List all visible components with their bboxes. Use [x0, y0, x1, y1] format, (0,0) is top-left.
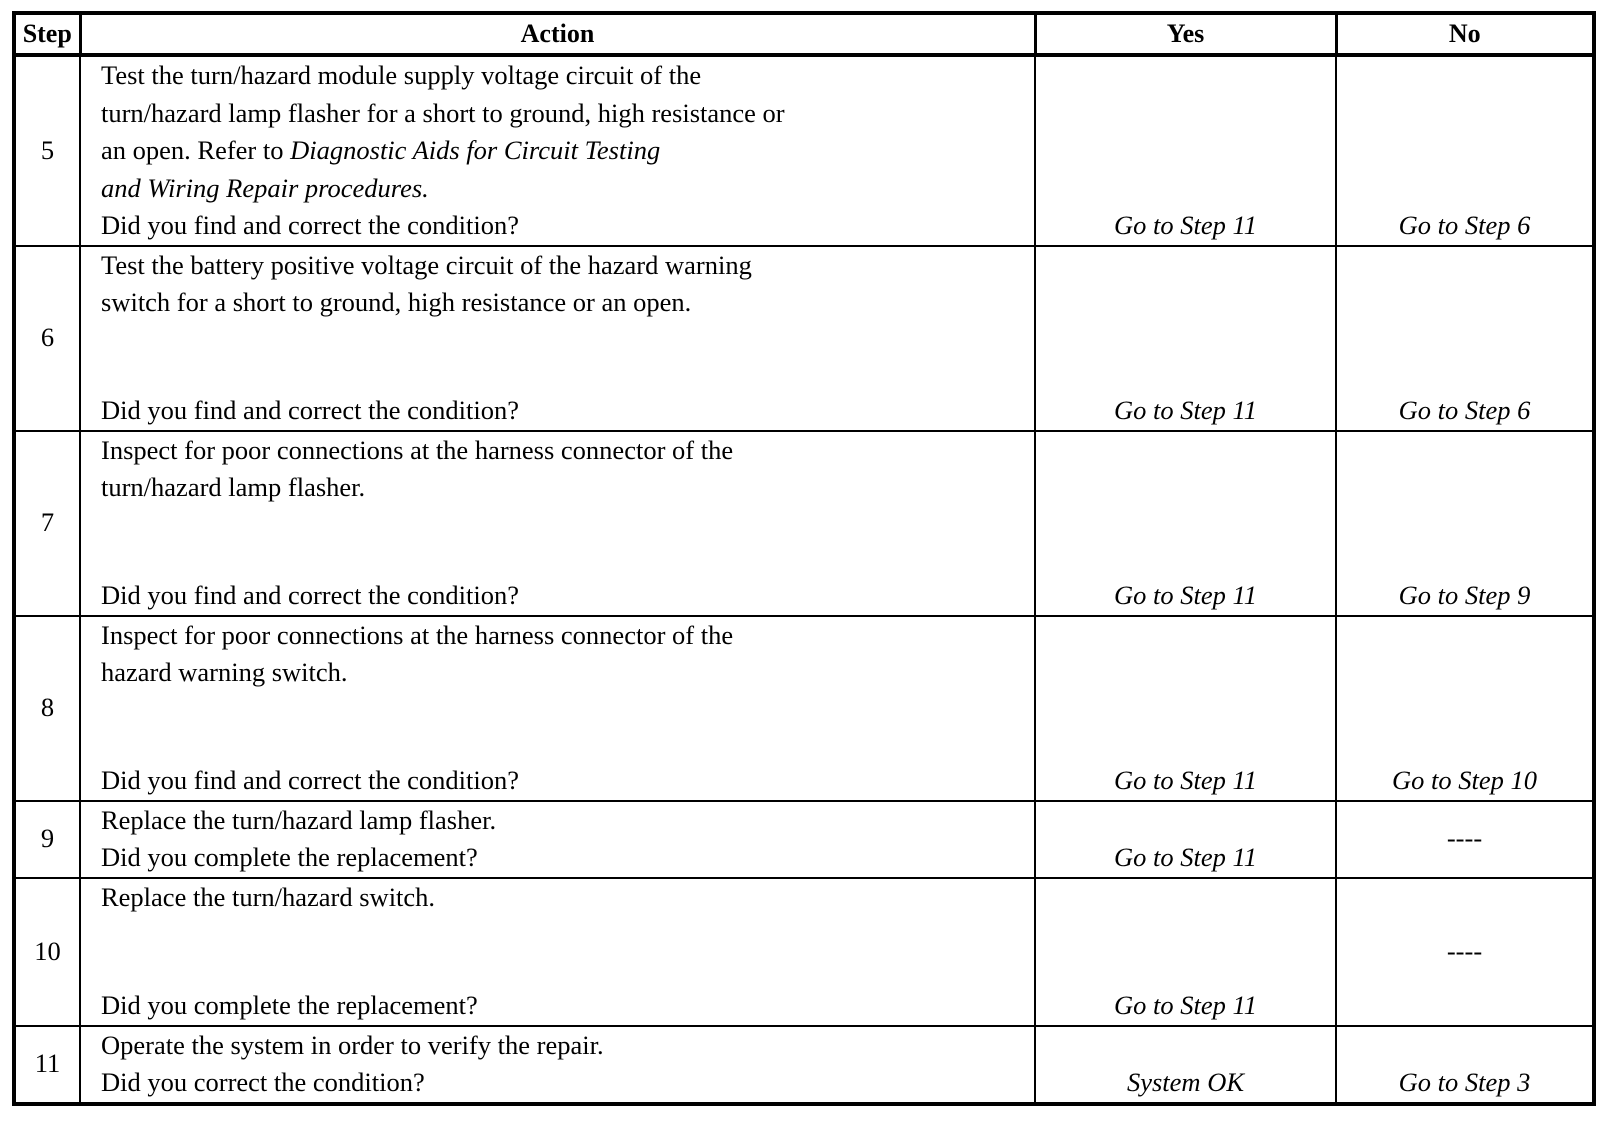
reference-link-text: and Wiring Repair procedures.	[101, 172, 429, 203]
action-cell	[80, 878, 1035, 1026]
action-line: Replace the turn/hazard switch.	[101, 881, 436, 912]
header-yes: Yes	[1035, 13, 1336, 55]
action-cell	[80, 801, 1035, 878]
header-action: Action	[80, 13, 1035, 55]
action-cell	[80, 616, 1035, 801]
action-question: Did you find and correct the condition?	[101, 765, 519, 795]
action-line: turn/hazard lamp flasher for a short to ground, high resistance or	[101, 97, 785, 128]
action-question: Did you find and correct the condition?	[101, 210, 519, 240]
step-number: 7	[14, 431, 80, 616]
step-number: 5	[14, 55, 80, 246]
yes-result: Go to Step 11	[1035, 616, 1336, 801]
action-line: turn/hazard lamp flasher.	[101, 472, 366, 502]
no-result: Go to Step 10	[1336, 616, 1594, 801]
action-line: switch for a short to ground, high resistance or an open.	[101, 287, 692, 317]
action-question: Did you find and correct the condition?	[101, 580, 519, 610]
no-result: Go to Step 6	[1336, 246, 1594, 431]
action-text	[101, 617, 1034, 692]
action-question: Did you complete the replacement?	[101, 842, 478, 872]
yes-result: Go to Step 11	[1035, 246, 1336, 431]
action-text	[101, 247, 1034, 322]
reference-link-text: Diagnostic Aids for Circuit Testing	[290, 135, 661, 165]
diagnostic-table-container	[12, 11, 1592, 1106]
action-line	[101, 132, 1034, 170]
header-step: Step	[14, 13, 80, 55]
no-result: Go to Step 9	[1336, 431, 1594, 616]
table-row	[14, 55, 1594, 246]
action-line: Replace the turn/hazard lamp flasher.	[101, 804, 497, 835]
action-cell	[80, 55, 1035, 246]
yes-result: Go to Step 11	[1035, 55, 1336, 246]
diagnostic-table	[12, 11, 1596, 1106]
action-line: hazard warning switch.	[101, 657, 348, 687]
yes-result: Go to Step 11	[1035, 431, 1336, 616]
table-row	[14, 431, 1594, 616]
step-number: 11	[14, 1026, 80, 1104]
action-text	[101, 432, 1034, 507]
no-result: Go to Step 6	[1336, 55, 1594, 246]
yes-result: Go to Step 11	[1035, 801, 1336, 878]
step-number: 8	[14, 616, 80, 801]
step-number: 9	[14, 801, 80, 878]
action-text-plain: an open. Refer to	[101, 135, 291, 165]
action-cell	[80, 431, 1035, 616]
action-question: Did you find and correct the condition?	[101, 395, 519, 425]
table-row	[14, 878, 1594, 1026]
action-cell	[80, 246, 1035, 431]
action-line: Test the turn/hazard module supply voltage circuit of the	[101, 60, 702, 90]
action-line: Inspect for poor connections at the harness connector of the	[101, 434, 734, 465]
table-row	[14, 1026, 1594, 1104]
yes-result: System OK	[1035, 1026, 1336, 1104]
action-line: Operate the system in order to verify the repair.	[101, 1029, 604, 1060]
action-line	[101, 170, 1034, 208]
header-no: No	[1336, 13, 1594, 55]
table-row	[14, 801, 1594, 878]
table-row	[14, 246, 1594, 431]
action-question: Did you complete the replacement?	[101, 990, 478, 1020]
step-number: 6	[14, 246, 80, 431]
no-result: ----	[1336, 801, 1594, 878]
action-line: Inspect for poor connections at the harness connector of the	[101, 619, 734, 650]
table-row	[14, 616, 1594, 801]
action-line: Test the battery positive voltage circuit of the hazard warning	[101, 249, 752, 280]
header-row	[14, 13, 1594, 55]
yes-result: Go to Step 11	[1035, 878, 1336, 1026]
step-number: 10	[14, 878, 80, 1026]
no-result: Go to Step 3	[1336, 1026, 1594, 1104]
action-question: Did you correct the condition?	[101, 1067, 425, 1097]
action-cell	[80, 1026, 1035, 1104]
no-result: ----	[1336, 878, 1594, 1026]
action-text	[101, 57, 1034, 207]
